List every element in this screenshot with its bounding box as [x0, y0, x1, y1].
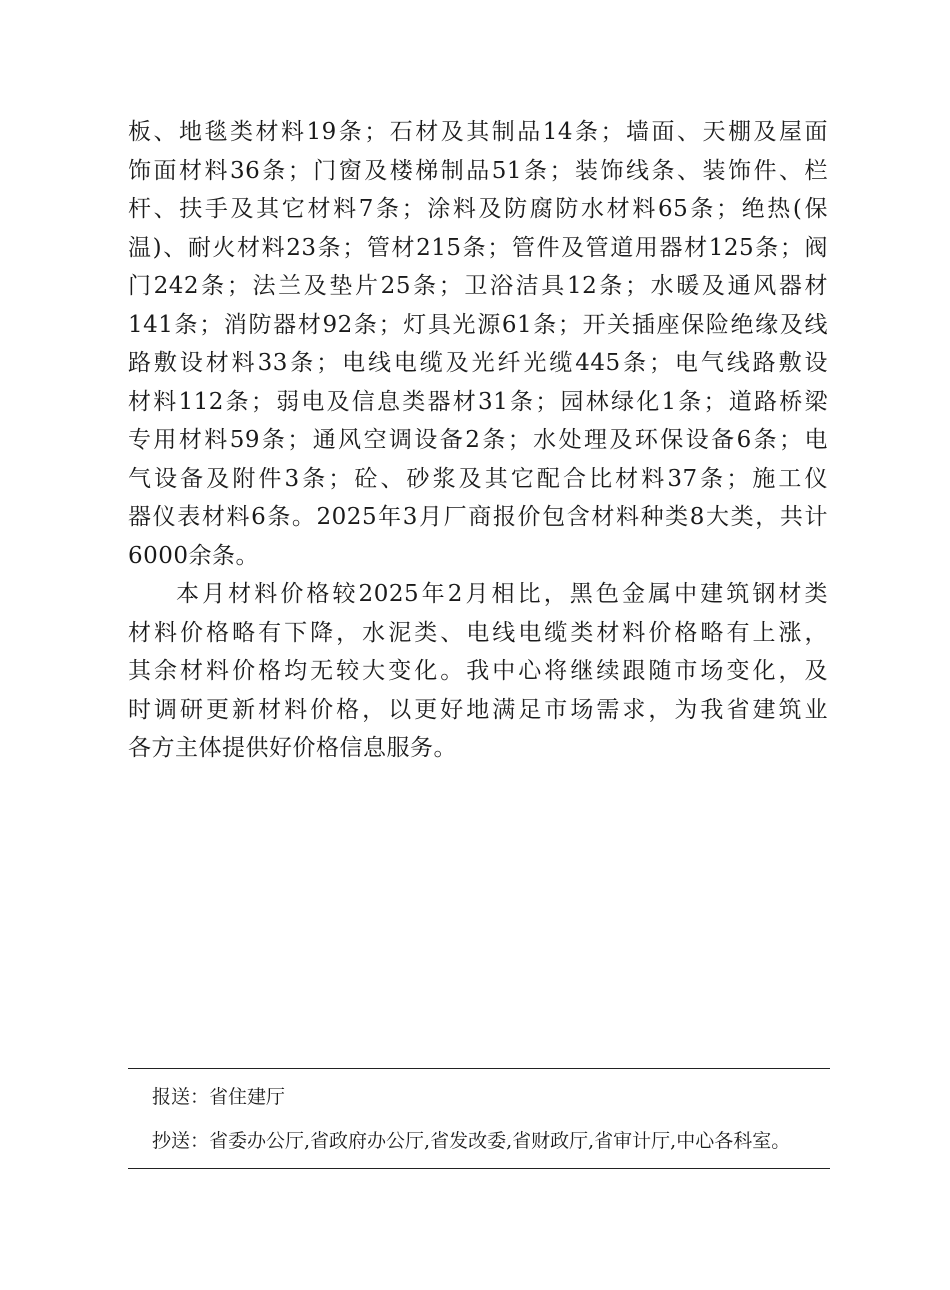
text-line: 专用材料59条；通风空调设备2条；水处理及环保设备6条；电 [128, 427, 828, 453]
text-line: 本月材料价格较2025年2月相比，黑色金属中建筑钢材类 [176, 581, 828, 607]
text-line: 饰面材料36条；门窗及楼梯制品51条；装饰线条、装饰件、栏 [128, 157, 828, 184]
text-line: 时调研更新材料价格，以更好地满足市场需求，为我省建筑业 [128, 696, 828, 723]
top-divider [128, 1068, 830, 1069]
text-line: 杆、扶手及其它材料7条；涂料及防腐防水材料65条；绝热(保 [128, 196, 828, 222]
text-line: 材料价格略有下降，水泥类、电线电缆类材料价格略有上涨， [128, 619, 828, 646]
text-line: 路敷设材料33条；电线电缆及光纤光缆445条；电气线路敷设 [128, 350, 828, 376]
text-line: 材料112条；弱电及信息类器材31条；园林绿化1条；道路桥梁 [128, 388, 828, 415]
text-line: 141条；消防器材92条；灯具光源61条；开关插座保险绝缘及线 [128, 311, 828, 338]
text-line: 温)、耐火材料23条；管材215条；管件及管道用器材125条；阀 [128, 234, 828, 261]
report-to-line: 报送：省住建厅 [152, 1086, 286, 1108]
text-line: 6000余条。 [128, 542, 260, 569]
bottom-divider [128, 1168, 830, 1169]
distribution-footer [128, 1068, 830, 1169]
text-line: 器仪表材料6条。2025年3月厂商报价包含材料种类8大类，共计 [128, 504, 828, 530]
paragraph-material-list [128, 113, 828, 575]
text-line: 各方主体提供好价格信息服务。 [128, 735, 457, 761]
copy-to-line: 抄送：省委办公厅,省政府办公厅,省发改委,省财政厅,省审计厅,中心各科室。 [152, 1130, 791, 1152]
text-line: 板、地毯类材料19条；石材及其制品14条；墙面、天棚及屋面 [128, 119, 828, 145]
text-line: 门242条；法兰及垫片25条；卫浴洁具12条；水暖及通风器材 [128, 273, 828, 299]
paragraph-price-summary [128, 575, 828, 768]
body-text [128, 113, 828, 768]
text-line: 其余材料价格均无较大变化。我中心将继续跟随市场变化，及 [128, 658, 828, 684]
text-line: 气设备及附件3条；砼、砂浆及其它配合比材料37条；施工仪 [128, 465, 828, 492]
